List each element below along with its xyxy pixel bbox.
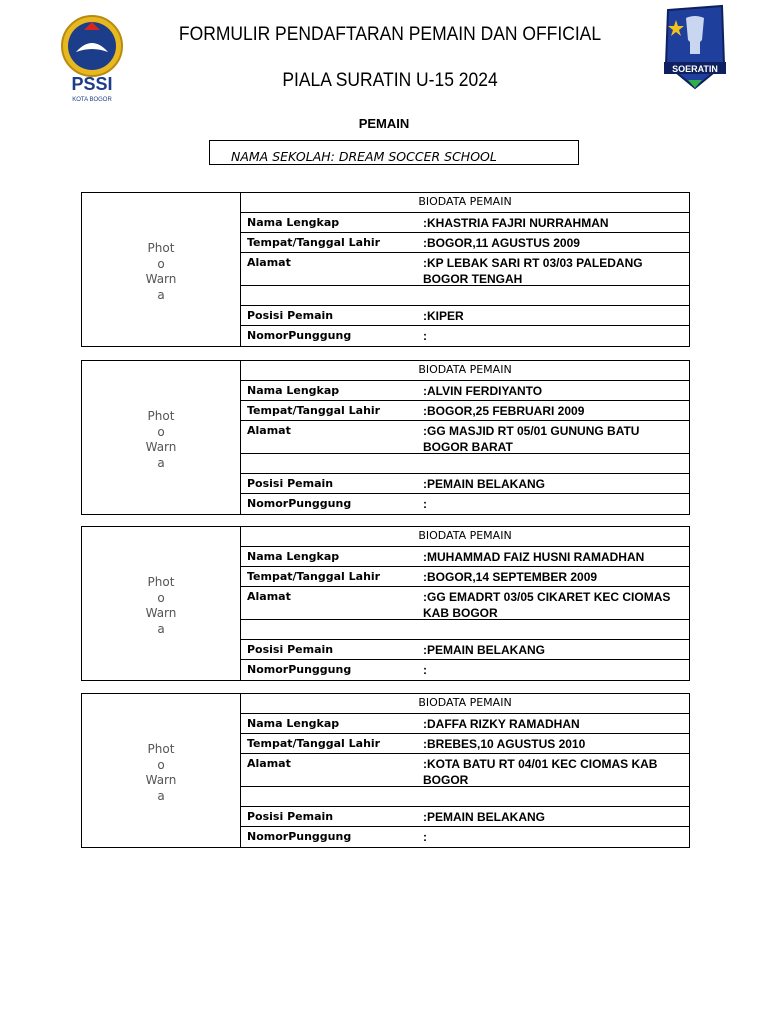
field-label-address: Alamat	[247, 424, 291, 437]
pssi-logo	[58, 8, 126, 104]
biodata-table	[241, 361, 689, 514]
biodata-header: BIODATA PEMAIN	[241, 694, 689, 714]
photo-placeholder-line: Phot	[147, 241, 175, 255]
photo-placeholder	[82, 694, 241, 847]
photo-placeholder-line: a	[157, 621, 165, 636]
field-label-birth: Tempat/Tanggal Lahir	[247, 236, 381, 249]
field-label-number: NomorPunggung	[247, 663, 352, 676]
field-label-number: NomorPunggung	[247, 329, 352, 342]
photo-placeholder-line: o	[157, 590, 165, 605]
field-value-address: :GG MASJID RT 05/01 GUNUNG BATU BOGOR BARAT	[423, 424, 640, 454]
row-birth	[241, 401, 689, 421]
photo-placeholder-line: Phot	[147, 575, 175, 589]
photo-placeholder-line: Warn	[145, 773, 177, 787]
player-card	[81, 192, 690, 347]
row-number	[241, 660, 689, 681]
photo-placeholder-text	[137, 742, 185, 804]
field-value-address: :GG EMADRT 03/05 CIKARET KEC CIOMAS KAB BOGOR	[423, 590, 671, 620]
field-value-number: :	[423, 663, 427, 677]
photo-placeholder-line: a	[157, 287, 165, 302]
biodata-header: BIODATA PEMAIN	[241, 361, 689, 381]
photo-placeholder-line: o	[157, 757, 165, 772]
row-address	[241, 421, 689, 454]
biodata-header: BIODATA PEMAIN	[241, 527, 689, 547]
field-label-position: Posisi Pemain	[247, 477, 334, 490]
player-card	[81, 693, 690, 848]
field-label-birth: Tempat/Tanggal Lahir	[247, 404, 381, 417]
school-name-box: NAMA SEKOLAH: DREAM SOCCER SCHOOL	[209, 140, 579, 165]
field-value-address: :KOTA BATU RT 04/01 KEC CIOMAS KAB BOGOR	[423, 757, 658, 787]
blank-row	[241, 787, 689, 807]
blank-row	[241, 454, 689, 474]
field-label-name: Nama Lengkap	[247, 717, 340, 730]
biodata-header: BIODATA PEMAIN	[241, 193, 689, 213]
player-card	[81, 360, 690, 515]
photo-placeholder-line: o	[157, 424, 165, 439]
field-label-address: Alamat	[247, 590, 291, 603]
form-title: FORMULIR PENDAFTARAN PEMAIN DAN OFFICIAL	[178, 24, 602, 45]
photo-placeholder-text	[137, 241, 185, 303]
field-value-position: :KIPER	[423, 309, 464, 323]
row-name	[241, 547, 689, 567]
field-value-position: :PEMAIN BELAKANG	[423, 643, 545, 657]
field-label-position: Posisi Pemain	[247, 643, 334, 656]
field-label-position: Posisi Pemain	[247, 309, 334, 322]
field-label-name: Nama Lengkap	[247, 216, 340, 229]
field-value-number: :	[423, 329, 427, 343]
field-label-name: Nama Lengkap	[247, 384, 340, 397]
row-address	[241, 587, 689, 620]
section-label: PEMAIN	[358, 116, 410, 131]
row-birth	[241, 567, 689, 587]
field-label-address: Alamat	[247, 757, 291, 770]
row-number	[241, 827, 689, 848]
photo-placeholder-line: Warn	[145, 606, 177, 620]
row-birth	[241, 734, 689, 754]
photo-placeholder	[82, 527, 241, 680]
field-value-birth: :BOGOR,14 SEPTEMBER 2009	[423, 570, 598, 584]
field-value-name: :DAFFA RIZKY RAMADHAN	[423, 717, 580, 731]
row-position	[241, 306, 689, 326]
field-label-number: NomorPunggung	[247, 497, 352, 510]
field-value-number: :	[423, 497, 427, 511]
biodata-table	[241, 694, 689, 847]
photo-placeholder-line: Warn	[145, 440, 177, 454]
player-card	[81, 526, 690, 681]
field-value-name: :KHASTRIA FAJRI NURRAHMAN	[423, 216, 609, 230]
photo-placeholder-line: o	[157, 256, 165, 271]
row-number	[241, 494, 689, 515]
row-name	[241, 714, 689, 734]
field-label-name: Nama Lengkap	[247, 550, 340, 563]
biodata-table	[241, 193, 689, 346]
svg-text:KOTA BOGOR: KOTA BOGOR	[72, 97, 112, 103]
svg-text:SOERATIN: SOERATIN	[672, 64, 718, 74]
field-label-birth: Tempat/Tanggal Lahir	[247, 737, 381, 750]
photo-placeholder-line: a	[157, 455, 165, 470]
photo-placeholder-line: Phot	[147, 742, 175, 756]
field-label-birth: Tempat/Tanggal Lahir	[247, 570, 381, 583]
photo-placeholder-text	[137, 575, 185, 637]
field-value-number: :	[423, 830, 427, 844]
row-number	[241, 326, 689, 347]
row-position	[241, 640, 689, 660]
photo-placeholder-line: Phot	[147, 409, 175, 423]
blank-row	[241, 286, 689, 306]
biodata-table	[241, 527, 689, 680]
field-value-name: :ALVIN FERDIYANTO	[423, 384, 543, 398]
field-value-position: :PEMAIN BELAKANG	[423, 810, 545, 824]
field-value-name: :MUHAMMAD FAIZ HUSNI RAMADHAN	[423, 550, 645, 564]
field-value-position: :PEMAIN BELAKANG	[423, 477, 545, 491]
row-birth	[241, 233, 689, 253]
photo-placeholder-line: Warn	[145, 272, 177, 286]
tournament-title: PIALA SURATIN U-15 2024	[282, 70, 498, 91]
row-name	[241, 381, 689, 401]
row-address	[241, 754, 689, 787]
svg-text:PSSI: PSSI	[71, 74, 113, 94]
field-value-birth: :BOGOR,11 AGUSTUS 2009	[423, 236, 580, 250]
blank-row	[241, 620, 689, 640]
photo-placeholder-line: a	[157, 788, 165, 803]
row-name	[241, 213, 689, 233]
photo-placeholder	[82, 193, 241, 346]
field-label-number: NomorPunggung	[247, 830, 352, 843]
field-value-birth: :BOGOR,25 FEBRUARI 2009	[423, 404, 585, 418]
field-value-address: :KP LEBAK SARI RT 03/03 PALEDANG BOGOR TENGAH	[423, 256, 643, 286]
field-value-birth: :BREBES,10 AGUSTUS 2010	[423, 737, 586, 751]
soeratin-logo	[650, 0, 740, 100]
photo-placeholder	[82, 361, 241, 514]
row-position	[241, 474, 689, 494]
photo-placeholder-text	[137, 409, 185, 471]
row-position	[241, 807, 689, 827]
field-label-position: Posisi Pemain	[247, 810, 334, 823]
row-address	[241, 253, 689, 286]
field-label-address: Alamat	[247, 256, 291, 269]
